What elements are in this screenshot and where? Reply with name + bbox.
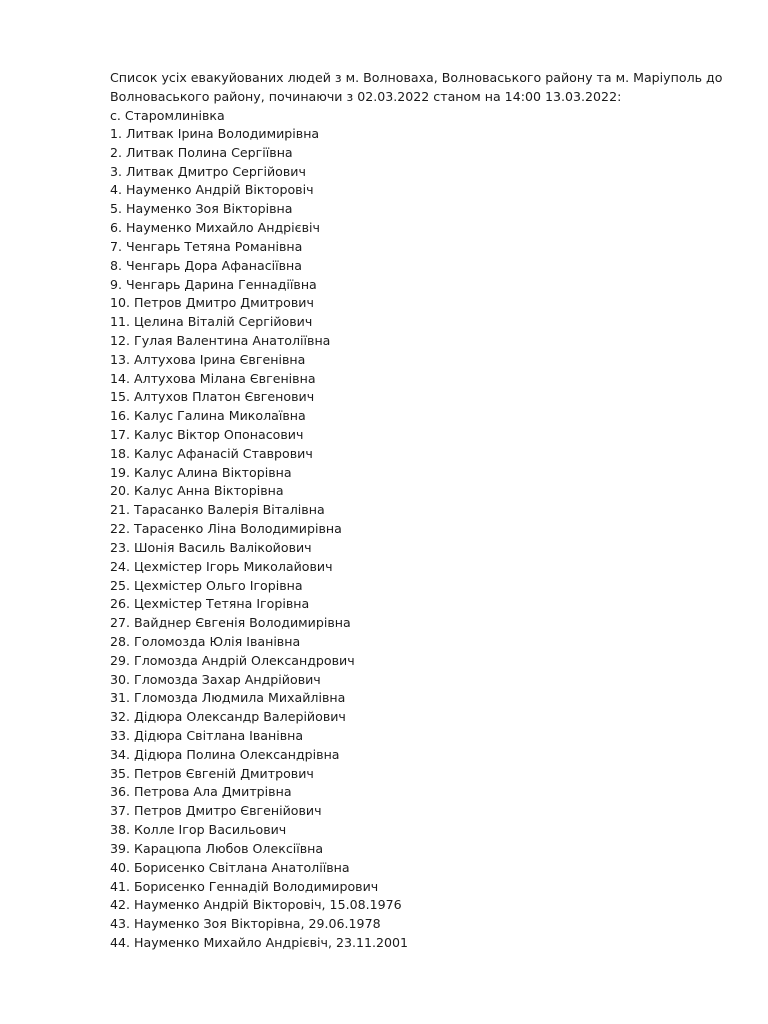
list-item: 34. Дідюра Полина Олександрівна [110, 746, 340, 762]
list-item: 36. Петрова Ала Дмитрівна [110, 784, 292, 800]
list-item: 18. Калус Афанасій Ставрович [110, 445, 313, 461]
list-item: 12. Гулая Валентина Анатоліївна [110, 332, 331, 348]
list-item: 28. Голомозда Юлія Іванівна [110, 633, 301, 649]
list-item: 39. Карацюпа Любов Олексіївна [110, 840, 324, 856]
list-item: 26. Цехмістер Тетяна Ігорівна [110, 596, 310, 612]
list-item: 4. Науменко Андрій Вікторовіч [110, 182, 314, 198]
intro-paragraph [110, 68, 730, 106]
list-item: 37. Петров Дмитро Євгенійович [110, 803, 322, 819]
list-item: 10. Петров Дмитро Дмитрович [110, 295, 314, 311]
list-item: 13. Алтухова Ірина Євгенівна [110, 351, 306, 367]
list-item: 9. Ченгарь Дарина Геннадіївна [110, 276, 317, 292]
list-item: 23. Шонія Василь Валікойович [110, 539, 312, 555]
list-item: 27. Вайднер Євгенія Володимирівна [110, 615, 351, 631]
document-page [110, 68, 730, 953]
list-item: 17. Калус Віктор Опонасович [110, 427, 304, 442]
list-item: 24. Цехмістер Ігорь Миколайович [110, 558, 333, 574]
intro-line: Список усіх евакуйованих людей з м. Волноваха, Волноваського району та м. Маріуполь до [110, 70, 723, 85]
list-item: 20. Калус Анна Вікторівна [110, 483, 284, 499]
list-item: 7. Ченгарь Тетяна Романівна [110, 238, 303, 254]
list-item: 19. Калус Алина Вікторівна [110, 464, 292, 480]
village-heading: с. Старомлинівка [110, 108, 225, 123]
list-item: 2. Литвак Полина Сергіївна [110, 144, 293, 160]
list-item: 40. Борисенко Світлана Анатоліївна [110, 859, 350, 875]
list-item: 3. Литвак Дмитро Сергійович [110, 163, 306, 179]
intro-line: Волноваського району, починаючи з 02.03.2022 станом на 14:00 13.03.2022: [110, 89, 622, 104]
evacuees-list [110, 125, 730, 953]
list-item: 32. Дідюра Олександр Валерійович [110, 709, 346, 725]
list-item: 35. Петров Євгеній Дмитрович [110, 765, 314, 781]
list-item: 6. Науменко Михайло Андрієвіч [110, 220, 320, 236]
list-item: 25. Цехмістер Ольго Ігорівна [110, 577, 303, 593]
list-item: 16. Калус Галина Миколаївна [110, 408, 306, 424]
list-item: 31. Гломозда Людмила Михайлівна [110, 690, 346, 706]
list-item: 41. Борисенко Геннадій Володимирович [110, 878, 379, 894]
list-item: 44. Науменко Михайло Андрієвіч, 23.11.2001 [110, 934, 409, 950]
list-item: 21. Тарасанко Валерія Віталівна [110, 502, 325, 518]
list-item: 1. Литвак Ірина Володимирівна [110, 126, 320, 141]
list-item: 33. Дідюра Світлана Іванівна [110, 728, 304, 743]
list-item: 14. Алтухова Мілана Євгенівна [110, 370, 316, 386]
list-item: 42. Науменко Андрій Вікторовіч, 15.08.1976 [110, 897, 402, 913]
list-item: 30. Гломозда Захар Андрійович [110, 671, 321, 687]
list-item: 29. Гломозда Андрій Олександрович [110, 652, 355, 668]
list-item: 43. Науменко Зоя Вікторівна, 29.06.1978 [110, 916, 381, 932]
list-item: 8. Ченгарь Дора Афанасіївна [110, 257, 302, 273]
list-item: 22. Тарасенко Ліна Володимирівна [110, 521, 342, 537]
list-item: 5. Науменко Зоя Вікторівна [110, 201, 293, 217]
list-item: 11. Целина Віталій Сергійович [110, 314, 313, 330]
list-item: 15. Алтухов Платон Євгенович [110, 389, 315, 405]
list-item: 38. Колле Ігор Васильович [110, 822, 287, 838]
